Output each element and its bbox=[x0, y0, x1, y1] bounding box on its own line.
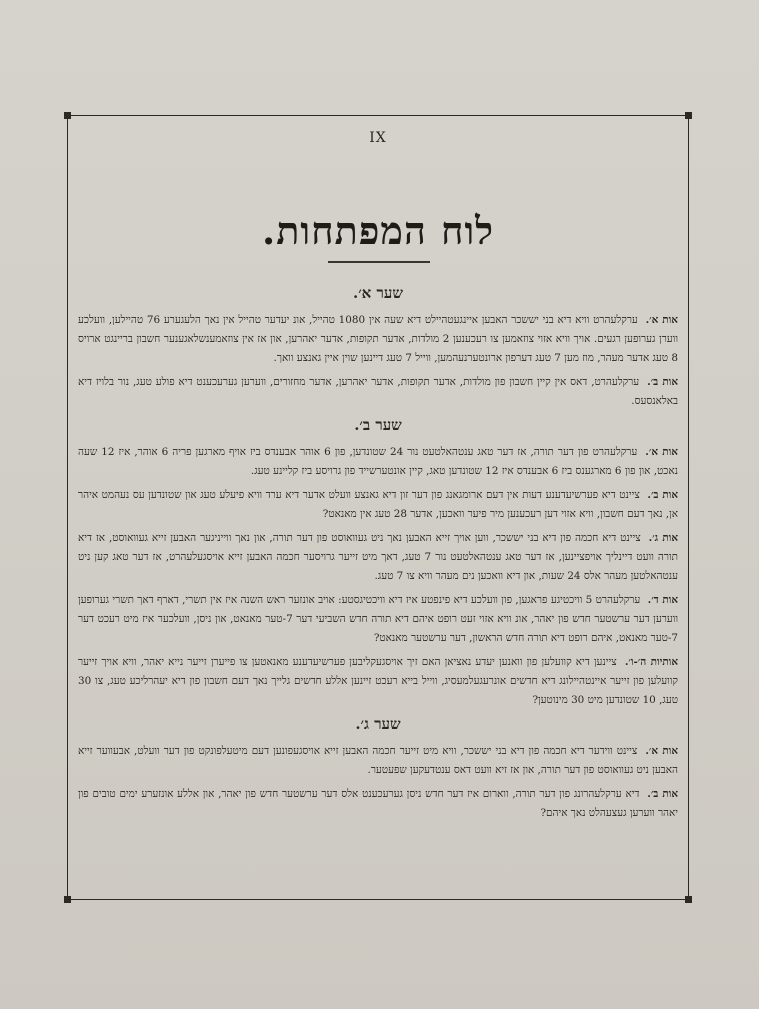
index-entry bbox=[78, 653, 678, 710]
entry-text: ערקלעהרט פון דער תורה, אז דער טאג ענטהאלטעט נור 24 שטונדען, פון 6 אוהר אבענדס ביז אויף מארגען פריה 6 אוהר, איז 12 שעה נאכט, און פון 6 מארגענס ביז 6 אבענדס איז 12 שטונדען טאג, קיין אונטערשייד פון גרויסע ביז קליינע טעג. bbox=[78, 446, 678, 477]
entry-label: אות א׳. bbox=[645, 446, 678, 458]
index-entry bbox=[78, 443, 678, 481]
entry-text: ציינט דיא פערשיעדענע דעות אין דעם ארומגאנג פון דער זון דיא גאנצע וועלט אדער דיא ערד וויא פיעלע טעג און שטונדען עס נעהמט איהר אן, נאך דעם חשבון, וויא אזוי דען רעכענען מיר פיער וואכען, אדער 28 טעג אין מאנאט? bbox=[78, 489, 678, 520]
entry-label: אות ב׳. bbox=[647, 489, 678, 501]
frame-corner bbox=[685, 112, 692, 119]
frame-corner bbox=[64, 112, 71, 119]
title-rule bbox=[328, 261, 430, 263]
index-entry bbox=[78, 311, 678, 368]
index-entry bbox=[78, 486, 678, 524]
index-content bbox=[78, 280, 678, 828]
entry-label: אות ג׳. bbox=[648, 532, 678, 544]
entry-text: ציינען דיא קוועלען פון וואנען יעדע נאציאן האם זיך אויסגעקליבען פערשיעדענע מאנאטען צו פייערן זייער נייא יאהר, וויא אויך זייער קוועלען פון זייער איינטהיילונג דיא חדשים אונרעגעלמעסיג, ווייל בייא רעכט זיינען אללע חדשים גלייך נאך דעם חשבון פון דיא יעהרליכע טעג, צו 30 טעג, 10 שטונדען מיט 30 מינוטען? bbox=[78, 656, 678, 706]
page-number: IX bbox=[369, 130, 387, 146]
entry-text: ציינט דיא חכמה פון דיא בני יששכר, ווען אויך זייא האבען נאך ניט געוואוסט פון דער תורה, און נאך ווייניגער האבען זייא געוואוסט, אז דיא תורה וועט דיינליך אויפציינען, אז דער טאג ענטהאלטעט נור 7 טעג, דאך מיט זייער גרויסער חכמה האבען זייא אויסגעלעהרט, אז דער טאג קען ניט ענטהאלטען מעהר אלס 24 שעות, און דיא וואכען נים מעהר וויא צו 7 טעג. bbox=[78, 532, 678, 582]
entry-text: ציינט ווידער דיא חכמה פון דיא בני יששכר, וויא מיט זייער חכמה האבען זייא אויסגעפונען דעם מיטעלפונקט פון דער וועלט, אבעווער זייא האבען ניט געוואוסט פון דער תורה, און אז זיא וועט דאס ענטדעקען שפעטער. bbox=[78, 745, 678, 776]
index-entry bbox=[78, 591, 678, 648]
entry-label: אות ב׳. bbox=[647, 788, 679, 800]
entry-text: ערקלעהרט, דאס אין קיין חשבון פון מולדות, אדער תקופות, אדער יאהרען, אדער מחזורים, ווערען גערעכענט דיא פולע טעג, נור בלויז דיא באלאנסעס. bbox=[78, 376, 678, 407]
page-frame bbox=[67, 115, 689, 900]
section-heading: שער א׳. bbox=[352, 284, 404, 302]
index-entry bbox=[78, 785, 678, 823]
entry-label: אות ד׳. bbox=[647, 594, 678, 606]
index-entry bbox=[78, 529, 678, 586]
entry-text: ערקלעהרט 5 וויכטיגע פראגען, פון וועלכע דיא פינפטע איז דיא וויכטיגסטע: אויב אונזער ראש השנה איז אין תשרי, דארף דאך תשרי גערופען ווערען דער ערשטער חדש פון יאהר, אונ וויא אזוי זעט רופט איהם דיא תורה חדש השביעי דער 7-טער מאנאט, און ניסן, וועלכער איז מיט רעכט דער 7-טער מאנאט, איהם רופט דיא תורה חדש הראשון, דער ערשטער מאנאט? bbox=[78, 594, 679, 644]
frame-corner bbox=[685, 896, 692, 903]
section-heading: שער ב׳. bbox=[354, 416, 402, 434]
entry-label: אותיות ה׳-ו׳. bbox=[624, 656, 679, 668]
section-heading: שער ג׳. bbox=[355, 715, 401, 733]
page-title: לוח המפתחות. bbox=[261, 208, 495, 253]
index-entry bbox=[78, 742, 678, 780]
entry-label: אות א׳. bbox=[645, 745, 679, 757]
entry-text: ערקלעהרט וויא דיא בני יששכר האבען איינגעטהיילט דיא שעה אין 1080 טהייל, אונ יעדער טהייל אין נאך הלעגערע 76 טהיילען, וועלכע ווערן גערופען רגעים. אויך וויא אזוי צוזאמען צו רעכענען 2 מולדות, אדער תקופות, אדער יאהרען, און אז אין צוזאמענשלאגענער חשבון בריינגט ארויס 8 טעג אדער מעהר, מוז מען 7 טעג דערפון ארונטערנעהמען, ווייל 7 טעג דיינען שוין איין גאנצע וואך. bbox=[78, 314, 678, 364]
frame-corner bbox=[64, 896, 71, 903]
entry-text: דיא ערקלעהרונג פון דער תורה, ווארום איז דער חדש ניסן גערעכענט אלס דער ערשטער חדש פון יאהר, און אללע אונזערע ימים טובים פון יאהר ווערען געצעהלט נאך איהם? bbox=[78, 788, 678, 819]
entry-label: אות ב׳. bbox=[647, 376, 678, 388]
entry-label: אות א׳. bbox=[645, 314, 678, 326]
index-entry bbox=[78, 373, 678, 411]
